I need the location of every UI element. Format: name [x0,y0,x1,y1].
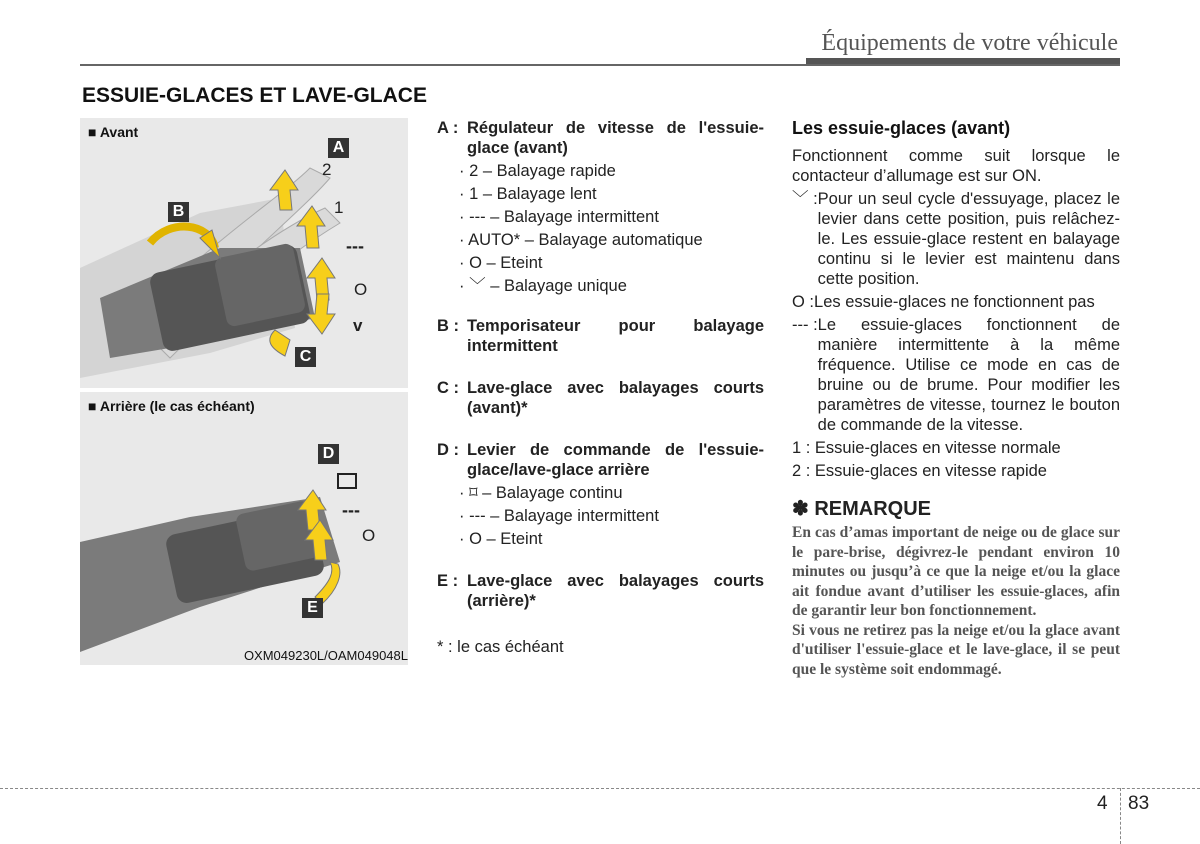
rear-wiper-icon: ⌑ [469,484,478,502]
header-rule [80,64,1120,66]
rear-position-off: O [362,526,376,545]
footer-divider [1120,788,1121,844]
remark-paragraph-1: En cas d’amas important de neige ou de glace sur le pare-brise, dégivrez-le pendant environ 10 minutes ou jusqu’à ce que la neige et/ou la glace ait fondue avant d’utiliser les essuie-glaces, afin de garantir leur bon fonctionnement. [792,524,1120,619]
legend-item-e: E : Lave-glace avec balayages courts (arrière)* [437,572,764,610]
callout-d: D [318,444,339,464]
rear-stalk-illustration [80,392,408,665]
remark-paragraph-2: Si vous ne retirez pas la neige et/ou la glace avant d'utiliser l'essuie-glace et le lave-glace, il se peut que le système soit endommagé. [792,621,1120,678]
front-wipers-title: Les essuie-glaces (avant) [792,118,1011,138]
legend-column [437,118,764,657]
position-1: 1 [334,198,344,217]
position-single: v [353,316,363,335]
position-off: O [354,280,368,299]
callout-a: A [328,138,349,158]
single-wipe-icon: ﹀ [469,277,486,295]
single-wipe-icon-right: ﹀ [792,190,809,208]
page-chapter: 4 [1097,793,1108,814]
legend-item-c: C : Lave-glace avec balayages courts (avant)* [437,379,764,417]
def-intermittent: --- : Le essuie-glaces fonctionnent de manière intermittente à la même fréquence. Utilise ce mode en cas de bruine ou de brume. Pour modifier les paramètres de vitesse, tournez le bouton de commande de la vitesse. [792,316,1120,434]
rear-position-intermittent: --- [342,500,360,520]
remark-title: ✽ REMARQUE [792,498,931,520]
chapter-title: Équipements de votre véhicule [821,30,1118,56]
footnote: * : le cas échéant [437,638,564,656]
line-speed-1: 1 : Essuie-glaces en vitesse normale [792,439,1061,457]
position-intermittent: --- [346,236,364,256]
def-off: O : Les essuie-glaces ne fonctionnent pas [792,293,1095,311]
rear-figure-label: ■ Arrière (le cas échéant) [88,398,255,414]
callout-c: C [295,347,316,367]
rear-figure [80,392,408,665]
right-column [792,118,1120,679]
def-single: ﹀ : Pour un seul cycle d'essuyage, placez le levier dans cette position, puis relâchez-le. Les essuie-glace restent en balayage continu si le levier est maintenu dans cette position. [792,190,1120,288]
footer-rule [0,788,1200,789]
callout-b: B [168,202,189,222]
callout-e: E [302,598,323,618]
front-figure-label: ■ Avant [88,124,139,140]
legend-item-d: D : Levier de commande de l'essuie-glace/lave-glace arrière · ⌑ – Balayage continu · --- – Balayage intermittent · O – Eteint [437,441,764,548]
legend-item-a: A : Régulateur de vitesse de l'essuie-glace (avant) · 2 – Balayage rapide · 1 – Balayage lent · --- – Balayage intermittent · AUTO* – Balayage automatique · O – Eteint · ﹀ – Balayage unique [437,119,764,295]
line-speed-2: 2 : Essuie-glaces en vitesse rapide [792,462,1047,480]
front-wipers-intro: Fonctionnent comme suit lorsque le contacteur d’allumage est sur ON. [792,147,1120,185]
legend-item-b: B : Temporisateur pour balayage intermittent [437,317,764,355]
figure-code: OXM049230L/OAM049048L [243,648,408,663]
page-number: 83 [1128,793,1150,814]
section-title: ESSUIE-GLACES ET LAVE-GLACE [82,84,427,107]
front-figure [80,118,408,388]
position-2: 2 [322,160,332,179]
